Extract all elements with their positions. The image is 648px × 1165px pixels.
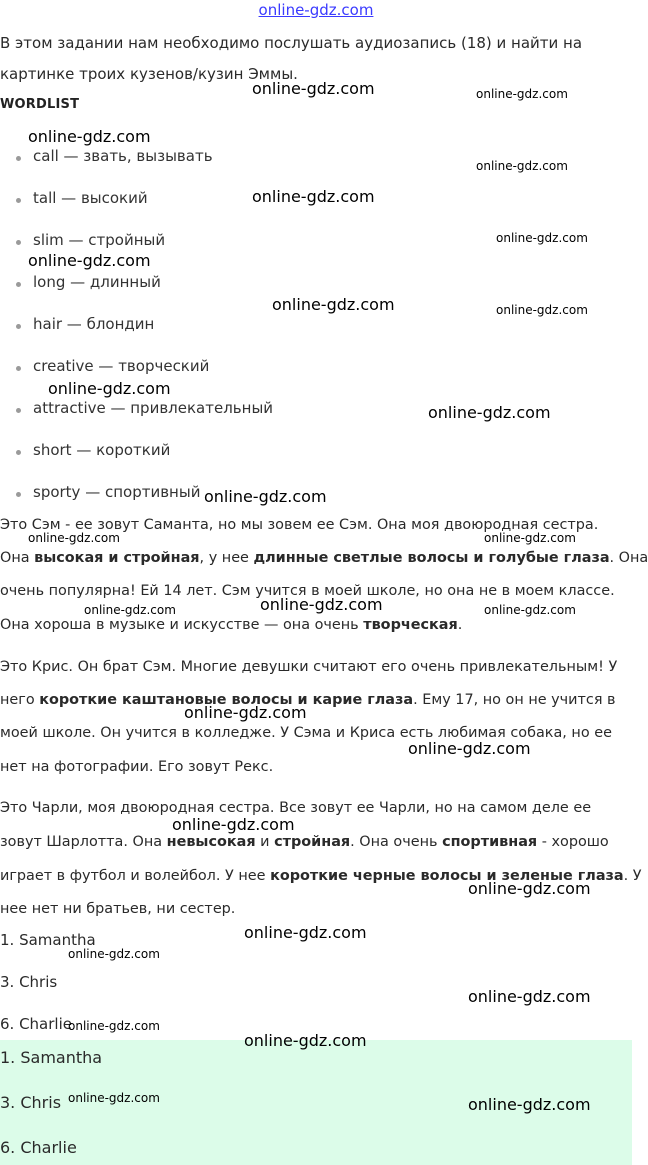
wordlist-item: creative — творческий bbox=[33, 357, 210, 375]
watermark: online-gdz.com bbox=[48, 379, 171, 398]
paragraph-line: очень популярна! Ей 14 лет. Сэм учится в моей школе, но она не в моем классе. bbox=[0, 583, 615, 599]
answer-item: 3. Chris bbox=[0, 973, 58, 991]
intro-line-1: В этом задании нам необходимо послушать аудиозапись (18) и найти на bbox=[0, 34, 583, 52]
site-link[interactable]: online-gdz.com bbox=[258, 1, 374, 19]
wordlist-item: tall — высокий bbox=[33, 189, 148, 207]
answer-item: 1. Samantha bbox=[0, 931, 96, 949]
wordlist-item: slim — стройный bbox=[33, 231, 166, 249]
wordlist-item: sporty — спортивный bbox=[33, 483, 201, 501]
watermark: online-gdz.com bbox=[496, 303, 588, 317]
answer-item: 6. Charlie bbox=[0, 1138, 77, 1157]
watermark: online-gdz.com bbox=[172, 815, 295, 834]
paragraph-line: играет в футбол и волейбол. У нее короткие черные волосы и зеленые глаза. У bbox=[0, 868, 642, 884]
watermark: online-gdz.com bbox=[244, 923, 367, 942]
watermark: online-gdz.com bbox=[28, 127, 151, 146]
wordlist-item: call — звать, вызывать bbox=[33, 147, 213, 165]
watermark: online-gdz.com bbox=[476, 159, 568, 173]
bullet-icon bbox=[16, 198, 21, 203]
watermark: online-gdz.com bbox=[68, 947, 160, 961]
wordlist-item: short — короткий bbox=[33, 441, 171, 459]
bullet-icon bbox=[16, 324, 21, 329]
answer-item: 3. Chris bbox=[0, 1093, 62, 1112]
wordlist-heading: WORDLIST bbox=[0, 97, 80, 112]
bullet-icon bbox=[16, 492, 21, 497]
bullet-icon bbox=[16, 282, 21, 287]
bullet-icon bbox=[16, 156, 21, 161]
paragraph-line: Она хороша в музыке и искусстве — она очень творческая. bbox=[0, 617, 463, 633]
watermark: online-gdz.com bbox=[484, 603, 576, 617]
paragraph-line: Это Сэм - ее зовут Саманта, но мы зовем ее Сэм. Она моя двоюродная сестра. bbox=[0, 517, 599, 533]
watermark: online-gdz.com bbox=[496, 231, 588, 245]
watermark: online-gdz.com bbox=[204, 487, 327, 506]
watermark: online-gdz.com bbox=[68, 1019, 160, 1033]
answer-item: 6. Charlie bbox=[0, 1015, 72, 1033]
bullet-icon bbox=[16, 408, 21, 413]
watermark: online-gdz.com bbox=[84, 603, 176, 617]
watermark: online-gdz.com bbox=[428, 403, 551, 422]
paragraph-line: него короткие каштановые волосы и карие глаза. Ему 17, но он не учится в bbox=[0, 692, 616, 708]
watermark: online-gdz.com bbox=[68, 1091, 160, 1105]
watermark: online-gdz.com bbox=[484, 531, 576, 545]
bullet-icon bbox=[16, 240, 21, 245]
paragraph-line: нее нет ни братьев, ни сестер. bbox=[0, 901, 236, 917]
answer-item: 1. Samantha bbox=[0, 1048, 103, 1067]
wordlist-item: hair — блондин bbox=[33, 315, 155, 333]
paragraph-line: моей школе. Он учится в колледже. У Сэма и Криса есть любимая собака, но ее bbox=[0, 725, 612, 741]
watermark: online-gdz.com bbox=[468, 1095, 591, 1114]
watermark: online-gdz.com bbox=[260, 595, 383, 614]
watermark: online-gdz.com bbox=[476, 87, 568, 101]
paragraph-line: нет на фотографии. Его зовут Рекс. bbox=[0, 759, 274, 775]
paragraph-line: Это Крис. Он брат Сэм. Многие девушки считают его очень привлекательным! У bbox=[0, 659, 618, 675]
watermark: online-gdz.com bbox=[28, 251, 151, 270]
watermark: online-gdz.com bbox=[28, 531, 120, 545]
watermark: online-gdz.com bbox=[468, 879, 591, 898]
bullet-icon bbox=[16, 366, 21, 371]
watermark: online-gdz.com bbox=[184, 703, 307, 722]
wordlist-item: long — длинный bbox=[33, 273, 161, 291]
bullet-icon bbox=[16, 450, 21, 455]
watermark: online-gdz.com bbox=[252, 187, 375, 206]
watermark: online-gdz.com bbox=[468, 987, 591, 1006]
watermark: online-gdz.com bbox=[408, 739, 531, 758]
watermark: online-gdz.com bbox=[244, 1031, 367, 1050]
watermark: online-gdz.com bbox=[252, 79, 375, 98]
paragraph-line: зовут Шарлотта. Она невысокая и стройная. Она очень спортивная - хорошо bbox=[0, 834, 609, 850]
paragraph-line: Это Чарли, моя двоюродная сестра. Все зовут ее Чарли, но на самом деле ее bbox=[0, 800, 592, 816]
paragraph-line: Она высокая и стройная, у нее длинные светлые волосы и голубые глаза. Она bbox=[0, 550, 648, 566]
intro-line-2: картинке троих кузенов/кузин Эммы. bbox=[0, 65, 298, 83]
wordlist-item: attractive — привлекательный bbox=[33, 399, 274, 417]
watermark: online-gdz.com bbox=[272, 295, 395, 314]
